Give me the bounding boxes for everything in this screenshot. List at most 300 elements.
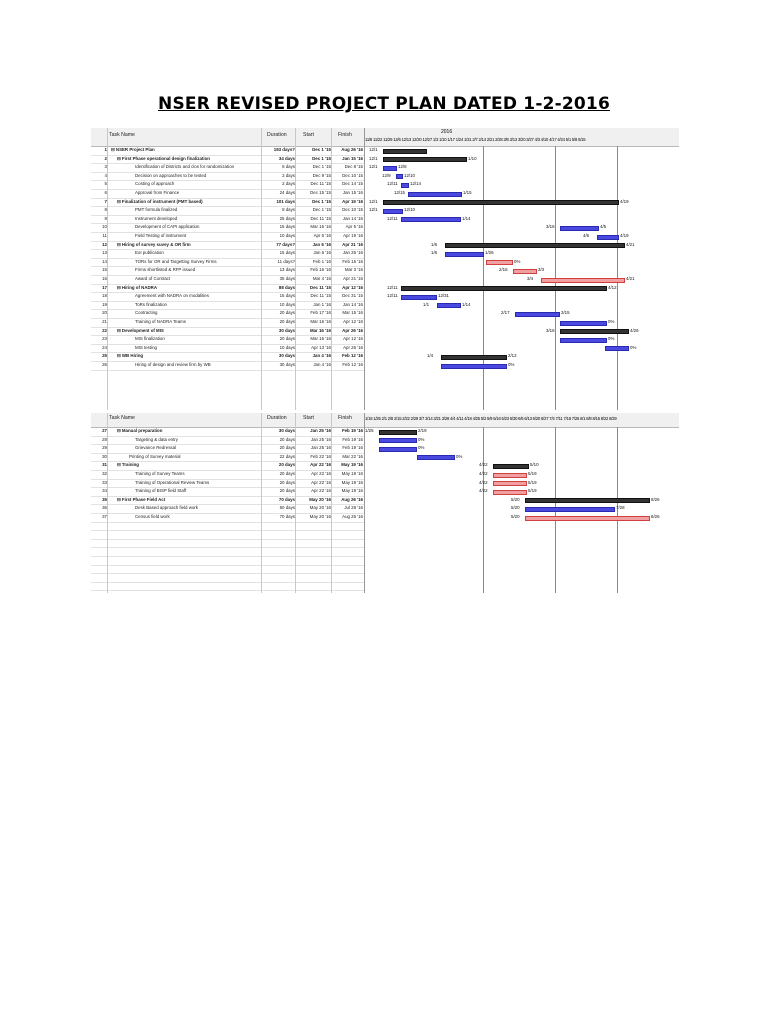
task-start: Jan 25 '16	[310, 436, 331, 442]
task-bar[interactable]	[383, 209, 403, 214]
task-name: ⊟ WB Hiring	[117, 353, 144, 359]
task-duration: 20 days	[279, 310, 295, 316]
task-name: Development of CAPI application	[135, 224, 200, 230]
task-duration: 77 days?	[276, 241, 295, 247]
bar-start-label: 1/6	[431, 241, 438, 247]
col-duration: Duration	[267, 132, 287, 138]
bar-end-label: 4/12	[608, 284, 617, 290]
task-id: 37	[102, 514, 107, 519]
bar-end-label: 8/26	[651, 514, 660, 519]
summary-bar[interactable]	[383, 200, 619, 205]
task-start: Jan 4 '16	[312, 353, 331, 359]
task-id: 4	[104, 172, 107, 178]
bar-end-label: 1/14	[462, 215, 471, 221]
task-finish: Feb 15 '16	[342, 258, 363, 264]
column-divider	[261, 128, 262, 410]
task-id: 25	[102, 353, 107, 359]
task-finish: Dec 10 '15	[342, 172, 363, 178]
task-name: Training of NADRA Teams	[135, 319, 186, 324]
task-start: Dec 1 '15	[312, 198, 331, 204]
task-bar[interactable]	[401, 217, 461, 222]
task-start: Dec 15 '15	[310, 190, 331, 195]
table-row[interactable]	[91, 361, 364, 371]
bar-end-label: 0%	[456, 453, 463, 459]
bar-end-label: 4/21	[626, 276, 635, 281]
task-finish: May 19 '16	[341, 462, 363, 468]
bar-end-label: 0%	[514, 258, 521, 264]
task-start: Jan 6 '16	[313, 250, 331, 256]
bar-end-label: 12/8	[398, 164, 407, 170]
task-duration: 20 days	[278, 462, 295, 468]
task-id: 14	[102, 258, 107, 264]
bar-start-label: 2/16	[499, 267, 508, 273]
bar-end-label: 5/10	[530, 462, 539, 468]
bar-start-label: 1/6	[431, 250, 438, 256]
task-bar[interactable]	[379, 447, 417, 452]
bar-start-label: 2/17	[501, 310, 510, 316]
task-duration: 20 days	[279, 445, 295, 451]
col-duration: Duration	[267, 415, 287, 421]
task-name: EoI publication	[135, 250, 164, 256]
task-duration: 8 days	[282, 207, 295, 213]
task-finish: Apr 26 '16	[342, 327, 363, 333]
task-duration: 13 days	[279, 267, 295, 273]
task-bar[interactable]	[525, 507, 615, 512]
task-id: 18	[102, 293, 107, 299]
task-duration: 20 days	[279, 488, 295, 494]
task-start: Jan 6 '16	[312, 241, 331, 247]
task-id: 32	[102, 471, 107, 476]
task-duration: 11 days?	[277, 258, 295, 264]
task-name: Field Testing of instrument	[135, 233, 187, 238]
task-start: Feb 22 '16	[310, 453, 331, 459]
task-duration: 50 days	[279, 505, 295, 511]
task-finish: Mar 15 '16	[342, 310, 363, 316]
task-start: Mar 16 '16	[310, 336, 331, 342]
task-start: Dec 1 '15	[312, 207, 331, 213]
task-id: 21	[102, 319, 107, 324]
task-finish: Dec 10 '15	[342, 207, 363, 213]
task-bar[interactable]	[396, 174, 403, 179]
timeline-header	[365, 128, 679, 147]
task-id: 23	[102, 336, 107, 342]
task-duration: 20 days	[279, 319, 295, 324]
bar-start-label: 12/9	[382, 172, 391, 178]
bar-start-label: 12/11	[387, 181, 398, 187]
task-finish: May 19 '16	[341, 471, 363, 476]
task-start: Apr 22 '16	[311, 488, 331, 494]
summary-bar[interactable]	[525, 498, 650, 503]
task-bar[interactable]	[493, 481, 527, 486]
task-id: 28	[102, 436, 107, 442]
task-name: Training of Operational Review Teams	[135, 479, 210, 485]
column-divider	[261, 413, 262, 593]
bar-start-label: 5/20	[511, 496, 520, 502]
task-name: ⊟ First Phase operational design finalization	[117, 155, 210, 161]
task-finish: Apr 12 '16	[342, 284, 363, 290]
task-start: May 20 '16	[309, 505, 331, 511]
task-duration: 30 days	[278, 428, 295, 433]
column-divider	[107, 128, 108, 410]
task-bar[interactable]	[408, 192, 462, 197]
task-start: Dec 1 '15	[312, 164, 331, 170]
task-name: MIS testing	[135, 344, 157, 350]
task-name: Printing of Survey material	[129, 453, 181, 459]
task-finish: Jan 15 '16	[342, 190, 363, 195]
task-bar[interactable]	[437, 303, 461, 308]
task-duration: 15 days	[279, 224, 295, 230]
task-name: Desk Based approach field work	[135, 505, 198, 511]
task-id: 22	[102, 327, 107, 333]
timeline-weeks: 11/8 11/22 11/29 12/6 12/13 12/20 12/27 1/3 1/10 1/17 1/24 1/31 2/7 2/14 2/21 2/28 3/6 3/13 3/20 3/27 4/3 4/10 4/17 4/24 5/1 5/8 5/15	[365, 137, 586, 142]
task-duration: 10 days	[279, 301, 295, 307]
task-bar[interactable]	[401, 295, 437, 300]
task-name: Training of Survey Teams	[135, 471, 185, 476]
task-start: Feb 17 '16	[310, 310, 331, 316]
task-id: 12	[102, 241, 107, 247]
task-name: Grievance Redressal	[135, 445, 176, 451]
task-start: Dec 1 '15	[312, 147, 331, 152]
summary-bar[interactable]	[560, 329, 629, 334]
task-bar[interactable]	[541, 278, 625, 283]
task-duration: 30 days	[278, 327, 295, 333]
task-duration: 10 days	[279, 344, 295, 350]
task-id: 34	[102, 488, 107, 494]
task-finish: Aug 26 '16	[341, 147, 363, 152]
task-name: Targeting & data entry	[135, 436, 178, 442]
task-name: ⊟ Finalization of instrument (PMT based)	[117, 198, 203, 204]
task-id: 16	[102, 276, 107, 281]
task-start: Jan 25 '16	[310, 445, 331, 451]
task-start: Jan 25 '16	[310, 428, 331, 433]
task-id: 27	[102, 428, 107, 433]
bar-start-label: 12/11	[387, 284, 398, 290]
task-id: 20	[102, 310, 107, 316]
task-duration: 30 days	[278, 353, 295, 359]
task-id: 26	[102, 362, 107, 367]
task-bar[interactable]	[383, 166, 397, 171]
bar-end-label: 12/31	[438, 293, 449, 299]
bar-start-label: 12/1	[369, 198, 378, 204]
task-finish: Mar 3 '16	[344, 267, 363, 273]
bar-end-label: 8/26	[651, 496, 660, 502]
task-duration: 2 days	[282, 172, 295, 178]
task-finish: Jan 26 '16	[342, 250, 363, 256]
task-finish: Apr 26 '16	[343, 344, 363, 350]
bar-end-label: 0%	[508, 362, 515, 367]
bar-end-label: 4/21	[626, 241, 635, 247]
task-bar[interactable]	[417, 455, 455, 460]
task-start: Feb 1 '16	[312, 258, 331, 264]
page-title: NSER REVISED PROJECT PLAN DATED 1-2-2016	[158, 94, 610, 114]
task-id: 17	[102, 284, 107, 290]
bar-end-label: 0%	[608, 336, 615, 342]
task-bar[interactable]	[515, 312, 560, 317]
task-name: ⊟ Training	[117, 462, 139, 468]
task-name: Approval from Finance	[135, 190, 180, 195]
task-finish: Dec 31 '15	[342, 293, 363, 299]
task-start: Dec 11 '15	[310, 293, 331, 299]
bar-start-label: 3/16	[546, 224, 555, 230]
task-id: 33	[102, 479, 107, 485]
task-start: Mar 16 '16	[310, 224, 331, 230]
task-finish: Apr 21 '16	[342, 241, 363, 247]
col-start: Start	[303, 415, 314, 421]
task-start: Dec 11 '15	[310, 181, 331, 187]
task-name: TORs for OR and Targetting Survey Firms	[135, 258, 217, 264]
bar-start-label: 12/1	[369, 155, 378, 161]
task-id: 11	[102, 233, 107, 238]
summary-bar[interactable]	[383, 157, 467, 162]
task-bar[interactable]	[401, 183, 409, 188]
bar-start-label: 5/20	[511, 514, 520, 519]
summary-bar[interactable]	[441, 355, 507, 360]
bar-start-label: 3/4	[527, 276, 534, 281]
table-header-bottom	[91, 413, 364, 428]
task-bar[interactable]	[525, 516, 650, 521]
task-bar[interactable]	[493, 490, 527, 495]
bar-end-label: 3/15	[561, 310, 570, 316]
task-id: 3	[104, 164, 107, 170]
task-name: ⊟ Development of MIS	[117, 327, 164, 333]
task-duration: 20 days	[279, 336, 295, 342]
task-id: 10	[102, 224, 107, 230]
task-bar[interactable]	[486, 260, 513, 265]
task-start: Dec 11 '15	[309, 284, 331, 290]
task-duration: 24 days	[279, 190, 295, 195]
summary-bar[interactable]	[379, 430, 417, 435]
task-name: Identification of Districts and clos for randomization	[135, 164, 235, 170]
task-id: 9	[104, 215, 107, 221]
task-bar[interactable]	[560, 226, 599, 231]
col-start: Start	[303, 132, 314, 138]
bar-end-label: 4/5	[600, 224, 607, 230]
task-duration: 35 days	[279, 276, 295, 281]
task-finish: Jan 14 '16	[342, 215, 363, 221]
bar-end-label: 5/19	[528, 471, 537, 476]
task-start: May 20 '16	[309, 514, 331, 519]
task-bar[interactable]	[445, 252, 484, 257]
task-duration: 193 days?	[273, 147, 295, 152]
task-finish: Apr 5 '16	[345, 224, 363, 230]
summary-bar[interactable]	[383, 149, 427, 154]
task-finish: Apr 19 '16	[342, 198, 363, 204]
task-start: Mar 16 '16	[309, 327, 331, 333]
timeline-weeks: 1/18 1/25 2/1 2/8 2/15 2/22 2/29 3/7 3/14 3/21 3/28 4/4 4/11 4/18 4/25 5/2 5/9 5/16 5/23 5/30 6/6 6/13 6/20 6/27 7/4 7/11 7/18 7/25 8/1 8/8 8/15 8/22 8/29	[365, 416, 617, 421]
summary-bar[interactable]	[493, 464, 529, 469]
task-start: Apr 6 '16	[313, 233, 331, 238]
task-duration: 22 days	[279, 453, 295, 459]
timeline-header-bottom	[365, 413, 679, 428]
task-finish: Apr 12 '16	[343, 336, 363, 342]
task-finish: Feb 19 '16	[342, 436, 363, 442]
bar-end-label: 5/19	[528, 479, 537, 485]
bar-end-label: 12/14	[410, 181, 421, 187]
task-bar[interactable]	[560, 338, 607, 343]
task-id: 35	[102, 496, 107, 502]
bar-start-label: 12/1	[369, 147, 378, 152]
bar-start-label: 3/16	[546, 327, 555, 333]
bar-end-label: 0%	[608, 319, 615, 324]
bar-end-label: 1/26	[485, 250, 494, 256]
task-id: 29	[102, 445, 107, 451]
column-divider	[331, 413, 332, 593]
task-id: 19	[102, 301, 107, 307]
column-divider	[295, 128, 296, 410]
task-id: 8	[104, 207, 107, 213]
task-start: Mar 4 '16	[312, 276, 331, 281]
bar-start-label: 12/1	[369, 164, 378, 170]
bar-end-label: 3/3	[538, 267, 545, 273]
task-duration: 2 days	[282, 181, 295, 187]
task-finish: Apr 19 '16	[343, 233, 363, 238]
task-bar[interactable]	[605, 346, 629, 351]
task-bar[interactable]	[597, 235, 619, 240]
task-name: Award of Contract	[135, 276, 171, 281]
task-start: Dec 9 '15	[312, 172, 331, 178]
table-header	[91, 128, 364, 147]
summary-bar[interactable]	[401, 286, 607, 291]
bar-start-label: 12/11	[387, 215, 398, 221]
task-start: Dec 1 '15	[312, 155, 331, 161]
bar-end-label: 12/10	[404, 172, 415, 178]
task-name: Training of BISP field Staff	[135, 488, 187, 494]
task-finish: Apr 21 '16	[343, 276, 363, 281]
gantt-panel-bottom	[91, 413, 678, 593]
task-duration: 70 days	[279, 514, 295, 519]
task-finish: Feb 19 '16	[342, 445, 363, 451]
task-id: 1	[104, 147, 107, 152]
task-id: 6	[104, 190, 107, 195]
task-name: Decision on approaches to be tested	[135, 172, 207, 178]
task-duration: 20 days	[279, 436, 295, 442]
gridline	[483, 146, 484, 410]
task-name: ⊟ Manual preparation	[117, 428, 163, 433]
bar-end-label: 7/28	[616, 505, 625, 511]
task-start: Apr 22 '16	[311, 471, 331, 476]
task-id: 15	[102, 267, 107, 273]
bar-start-label: 1/25	[365, 428, 374, 433]
timeline-year: 2016	[441, 129, 453, 135]
bar-end-label: 5/19	[528, 488, 537, 494]
task-duration: 25 days	[279, 215, 295, 221]
gridline	[483, 427, 484, 593]
task-finish: Mar 22 '16	[342, 453, 363, 459]
bar-start-label: 4/22	[479, 471, 488, 476]
task-duration: 20 days	[279, 471, 295, 476]
task-id: 24	[102, 344, 107, 350]
task-finish: Jul 28 '16	[344, 505, 363, 511]
task-bar[interactable]	[513, 269, 537, 274]
col-task-name: Task Name	[109, 415, 135, 421]
task-id: 13	[102, 250, 107, 256]
task-start: Jan 4 '16	[313, 362, 331, 367]
task-bar[interactable]	[560, 321, 607, 326]
task-start: Jan 1 '16	[313, 301, 331, 307]
task-start: Apr 13 '16	[311, 344, 331, 350]
task-duration: 6 days	[282, 164, 295, 170]
task-finish: Dec 14 '15	[342, 181, 363, 187]
task-finish: Aug 26 '16	[341, 496, 363, 502]
task-finish: May 19 '16	[341, 479, 363, 485]
task-name: Contracting	[135, 310, 158, 316]
bar-start-label: 4/22	[479, 488, 488, 494]
task-duration: 34 days	[278, 155, 295, 161]
bar-start-label: 4/22	[479, 479, 488, 485]
column-divider	[107, 413, 108, 593]
task-start: Mar 16 '16	[310, 319, 331, 324]
task-name: Instrument developed	[135, 215, 178, 221]
task-id: 31	[102, 462, 107, 468]
bar-start-label: 12/15	[394, 190, 405, 195]
bar-end-label: 1/10	[468, 155, 477, 161]
task-finish: Jan 14 '16	[342, 301, 363, 307]
task-name: ⊟ Hiring of survey suvey & OR firm	[117, 241, 191, 247]
task-id: 2	[104, 155, 107, 161]
task-start: Apr 22 '16	[310, 462, 331, 468]
task-duration: 10 days	[279, 233, 295, 238]
task-duration: 20 days	[279, 479, 295, 485]
task-finish: Apr 12 '16	[343, 319, 363, 324]
gantt-chart-bottom	[364, 413, 679, 593]
bar-end-label: 12/10	[404, 207, 415, 213]
task-finish: Feb 19 '16	[341, 428, 363, 433]
task-id: 36	[102, 505, 107, 511]
bar-end-label: 4/19	[620, 198, 629, 204]
task-duration: 88 days	[278, 284, 295, 290]
task-start: May 20 '16	[309, 496, 331, 502]
bar-end-label: 0%	[630, 344, 637, 350]
empty-row	[91, 582, 364, 592]
bar-end-label: 1/15	[463, 190, 472, 195]
bar-end-label: 0%	[418, 436, 425, 442]
task-name: ⊟ Hiring of NADRA	[117, 284, 158, 290]
summary-bar[interactable]	[445, 243, 625, 248]
task-name: Costing of approach	[135, 181, 175, 187]
task-duration: 101 days	[276, 198, 295, 204]
col-finish: Finish	[338, 132, 352, 138]
task-name: MIS finalization	[135, 336, 165, 342]
bar-end-label: 2/12	[508, 353, 517, 359]
col-task-name: Task Name	[109, 132, 135, 138]
bar-end-label: 4/19	[620, 233, 629, 238]
column-divider	[331, 128, 332, 410]
task-bar[interactable]	[441, 364, 507, 369]
task-duration: 15 days	[279, 293, 295, 299]
task-name: ⊟ NSER Project Plan	[111, 147, 155, 152]
task-name: Firms shortlisted & RFP issued	[135, 267, 196, 273]
column-divider	[295, 413, 296, 593]
bar-start-label: 5/20	[511, 505, 520, 511]
task-name: ToRs finalization	[135, 301, 167, 307]
bar-end-label: 0%	[418, 445, 425, 451]
task-start: Feb 16 '16	[310, 267, 331, 273]
task-id: 7	[104, 198, 107, 204]
bar-start-label: 1/4	[427, 353, 434, 359]
task-name: Hiring of design and review firm by WB	[135, 362, 211, 367]
bar-start-label: 4/6	[583, 233, 590, 238]
task-finish: Feb 12 '16	[341, 353, 363, 359]
bar-end-label: 4/26	[630, 327, 639, 333]
task-duration: 30 days	[279, 362, 295, 367]
col-finish: Finish	[338, 415, 352, 421]
bar-start-label: 1/1	[423, 301, 430, 307]
task-bar[interactable]	[379, 438, 417, 443]
task-id: 30	[102, 453, 107, 459]
task-bar[interactable]	[493, 473, 527, 478]
bar-start-label: 4/22	[479, 462, 488, 468]
bar-start-label: 12/1	[369, 207, 378, 213]
